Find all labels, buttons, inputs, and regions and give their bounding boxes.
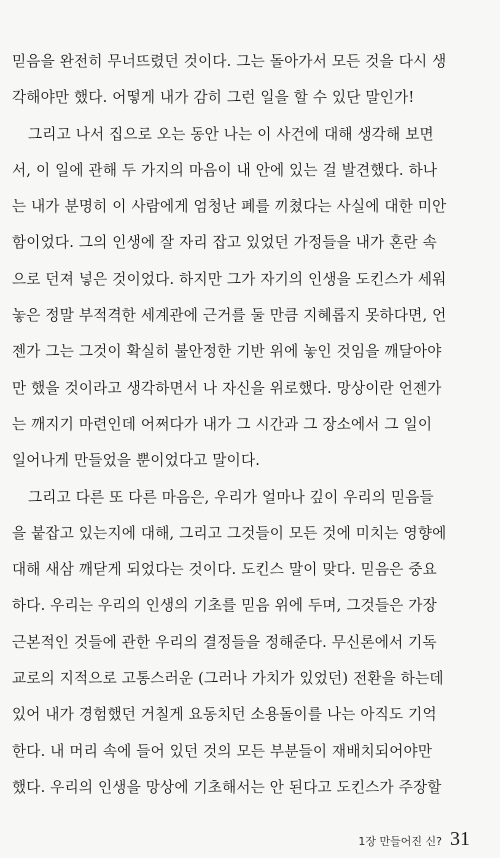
text-line: 는 내가 분명히 이 사람에게 엄청난 폐를 끼쳤다는 사실에 대한 미안 [12,198,447,216]
text-line: 각해야만 했다. 어떻게 내가 감히 그런 일을 할 수 있단 말인가! [12,89,415,107]
text-line: 교로의 지적으로 고통스러운 (그러나 가치가 있었던) 전환을 하는데 [12,670,444,688]
text-line: 으로 던져 넣은 것이었다. 하지만 그가 자기의 인생을 도킨스가 세워 [12,270,447,288]
text-line: 일어나게 만들었을 뿐이었다고 말이다. [12,452,261,470]
text-line: 근본적인 것들에 관한 우리의 결정들을 정해준다. 무신론에서 기독 [12,633,437,651]
text-line: 함이었다. 그의 인생에 잘 자리 잡고 있었던 가정들을 내가 혼란 속 [12,234,437,252]
text-line: 젠가 그는 그것이 확실히 불안정한 기반 위에 놓인 것임을 깨달아야 [12,343,442,361]
body-text [12,44,482,806]
text-line: 는 깨지기 마련인데 어쩌다가 내가 그 시간과 그 장소에서 그 일이 [12,415,433,433]
chapter-title: 1장 만들어진 신? [358,835,442,848]
text-line: 한다. 내 머리 속에 들어 있던 것의 모든 부분들이 재배치되어야만 [12,742,433,760]
text-line: 하다. 우리는 우리의 인생의 기초를 믿음 위에 두며, 그것들은 가장 [12,597,437,615]
page-footer [358,828,470,851]
text-line: 믿음을 완전히 무너뜨렸던 것이다. 그는 돌아가서 모든 것을 다시 생 [12,53,447,70]
text-line: 대해 새삼 깨닫게 되었다는 것이다. 도킨스 말이 맞다. 믿음은 중요 [12,561,437,579]
text-line: 했다. 우리의 인생을 망상에 기초해서는 안 된다고 도킨스가 주장할 [12,778,442,796]
text-line: 서, 이 일에 관해 두 가지의 마음이 내 안에 있는 걸 발견했다. 하나 [12,161,438,179]
text-line: 을 붙잡고 있는지에 대해, 그리고 그것들이 모든 것에 미치는 영향에 [12,524,447,542]
text-line: 있어 내가 경험했던 거칠게 요동치던 소용돌이를 나는 아직도 기억 [12,706,437,724]
page-number: 31 [450,828,470,850]
paragraph-start-line: 그리고 나서 집으로 오는 동안 나는 이 사건에 대해 생각해 보면 [28,125,434,143]
text-line: 놓은 정말 부적격한 세계관에 근거를 둘 만큼 지혜롭지 못하다면, 언 [12,307,447,325]
text-line: 만 했을 것이라고 생각하면서 나 자신을 위로했다. 망상이란 언젠가 [12,379,442,397]
paragraph-start-line: 그리고 다른 또 다른 마음은, 우리가 얼마나 깊이 우리의 믿음들 [28,488,434,506]
